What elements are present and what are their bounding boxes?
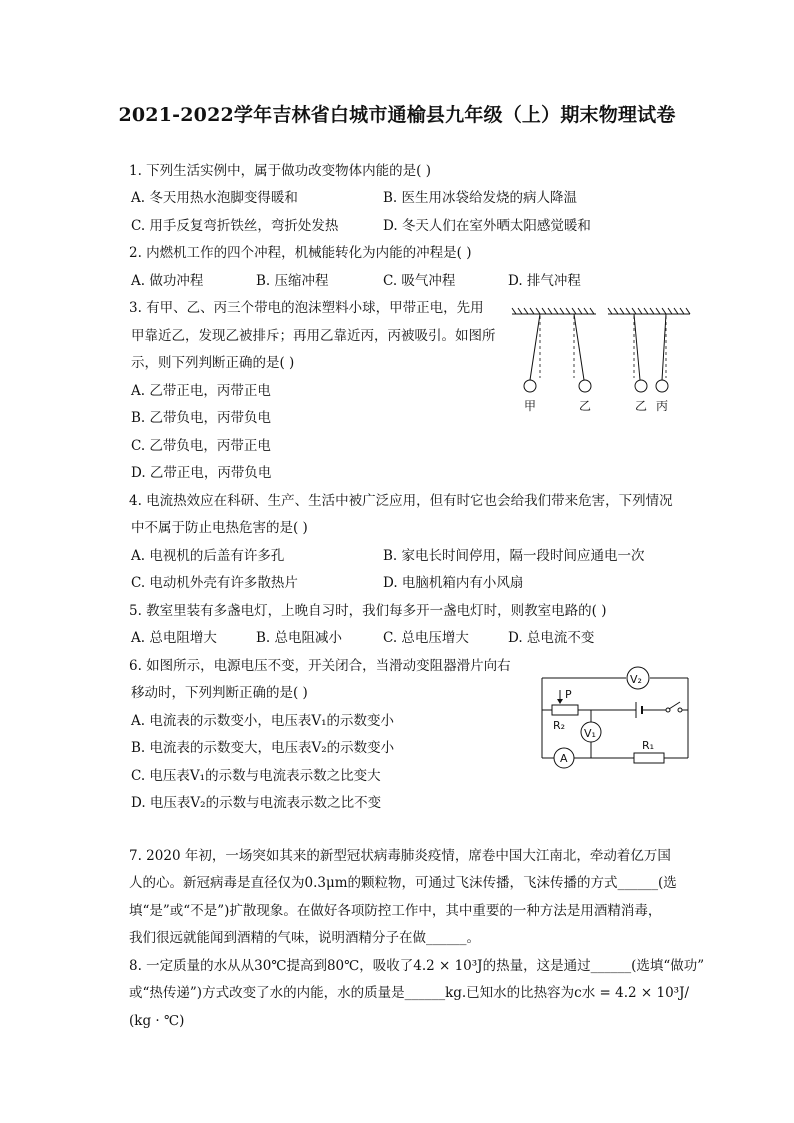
q4-option-a: A. 电视机的后盖有许多孔: [131, 548, 285, 564]
q2-option-c: C. 吸气冲程: [383, 273, 456, 289]
r1-label: R₁: [642, 739, 655, 752]
q6-option-d: D. 电压表V₂的示数与电流表示数之比不变: [131, 795, 382, 811]
v2-label: V₂: [630, 673, 642, 686]
ceiling-right: [608, 308, 690, 314]
q5-option-a: A. 总电阻增大: [131, 630, 217, 646]
q3-figure-charged-balls: [508, 300, 698, 420]
resistor-r1: [634, 753, 664, 763]
ball-yi-left: [579, 380, 591, 392]
circuit-wires: [542, 678, 688, 758]
q3-stem-line2: 甲靠近乙，发现乙被排斥；再用乙靠近丙，丙被吸引。如图所: [131, 328, 496, 344]
q7-line4: 我们很远就能闻到酒精的气味，说明酒精分子在做______。: [129, 930, 480, 946]
q1-option-d: D. 冬天人们在室外晒太阳感觉暖和: [383, 218, 591, 234]
q6-figure-circuit: [538, 662, 698, 772]
a-label: A: [560, 752, 568, 765]
switch-blade: [669, 702, 680, 709]
q4-option-c: C. 电动机外壳有许多散热片: [131, 575, 298, 591]
q7-line2: 人的心。新冠病毒是直径仅为0.3μm的颗粒物，可通过飞沫传播，飞沫传播的方式______(选: [129, 875, 677, 891]
q7-line1: 7. 2020 年初，一场突如其来的新型冠状病毒肺炎疫情，席卷中国大江南北，牵动着亿万国: [129, 848, 671, 864]
ball-jia: [524, 380, 536, 392]
p-label: P: [565, 688, 572, 701]
q4-stem-line1: 4. 电流热效应在科研、生产、生活中被广泛应用，但有时它也会给我们带来危害，下列情况: [129, 493, 673, 509]
label-bing: 丙: [656, 399, 669, 413]
q7-line3: 填“是”或“不是”)扩散现象。在做好各项防控工作中，其中重要的一种方法是用酒精消毒，: [129, 903, 662, 919]
page-title: 2021-2022学年吉林省白城市通榆县九年级（上）期末物理试卷: [118, 104, 676, 126]
threads: [530, 314, 666, 380]
q3-stem-line1: 3. 有甲、乙、丙三个带电的泡沫塑料小球，甲带正电，先用: [129, 300, 484, 316]
q4-stem-line2: 中不属于防止电热危害的是( ): [131, 520, 308, 536]
slider-arrow: [557, 699, 563, 704]
q6-option-b: B. 电流表的示数变大，电压表V₂的示数变小: [131, 740, 395, 756]
q6-option-c: C. 电压表V₁的示数与电流表示数之比变大: [131, 768, 381, 784]
v1-label: V₁: [584, 727, 596, 740]
q2-stem: 2. 内燃机工作的四个冲程，机械能转化为内能的冲程是( ): [129, 245, 472, 261]
q1-option-c: C. 用手反复弯折铁丝，弯折处发热: [131, 218, 339, 234]
label-jia: 甲: [524, 399, 537, 413]
q5-option-d: D. 总电流不变: [508, 630, 595, 646]
q6-option-a: A. 电流表的示数变小，电压表V₁的示数变小: [131, 713, 394, 729]
q1-option-b: B. 医生用冰袋给发烧的病人降温: [383, 190, 578, 206]
label-yi-right: 乙: [635, 399, 648, 413]
q8-line1: 8. 一定质量的水从从30℃提高到80℃，吸收了4.2 × 10³J的热量，这是通过______(选填“做功”: [129, 958, 705, 974]
q5-option-b: B. 总电阻减小: [256, 630, 343, 646]
q6-stem-line1: 6. 如图所示，电源电压不变，开关闭合，当滑动变阻器滑片向右: [129, 658, 511, 674]
q2-option-b: B. 压缩冲程: [256, 273, 329, 289]
q2-option-a: A. 做功冲程: [131, 273, 204, 289]
balls: [524, 380, 668, 392]
ball-yi-right: [635, 380, 647, 392]
q1-option-a: A. 冬天用热水泡脚变得暖和: [131, 190, 298, 206]
q1-stem: 1. 下列生活实例中，属于做功改变物体内能的是( ): [129, 163, 431, 179]
q4-option-d: D. 电脑机箱内有小风扇: [383, 575, 524, 591]
q5-stem: 5. 教室里装有多盏电灯，上晚自习时，我们每多开一盏电灯时，则教室电路的( ): [129, 603, 607, 619]
q2-option-d: D. 排气冲程: [508, 273, 581, 289]
ceiling-left: [512, 308, 596, 314]
q3-stem-line3: 示，则下列判断正确的是( ): [131, 355, 295, 371]
q8-line3: (kg · ℃): [129, 1013, 185, 1029]
q4-option-b: B. 家电长时间停用，隔一段时间应通电一次: [383, 548, 645, 564]
q3-option-c: C. 乙带负电，丙带正电: [131, 438, 271, 454]
q6-stem-line2: 移动时，下列判断正确的是( ): [131, 685, 308, 701]
q8-line2: 或“热传递”)方式改变了水的内能，水的质量是______kg.已知水的比热容为c水 = 4.2 × 10³J/: [129, 985, 690, 1001]
ball-bing: [656, 380, 668, 392]
q5-option-c: C. 总电压增大: [383, 630, 469, 646]
q3-option-a: A. 乙带正电，丙带正电: [131, 383, 271, 399]
q3-option-b: B. 乙带负电，丙带负电: [131, 410, 272, 426]
vertical-dashes: [540, 316, 666, 378]
rheostat-r2: [552, 705, 578, 715]
label-yi-left: 乙: [579, 399, 592, 413]
switch-contact: [678, 708, 682, 712]
q3-option-d: D. 乙带正电，丙带负电: [131, 465, 272, 481]
r2-label: R₂: [553, 719, 566, 732]
